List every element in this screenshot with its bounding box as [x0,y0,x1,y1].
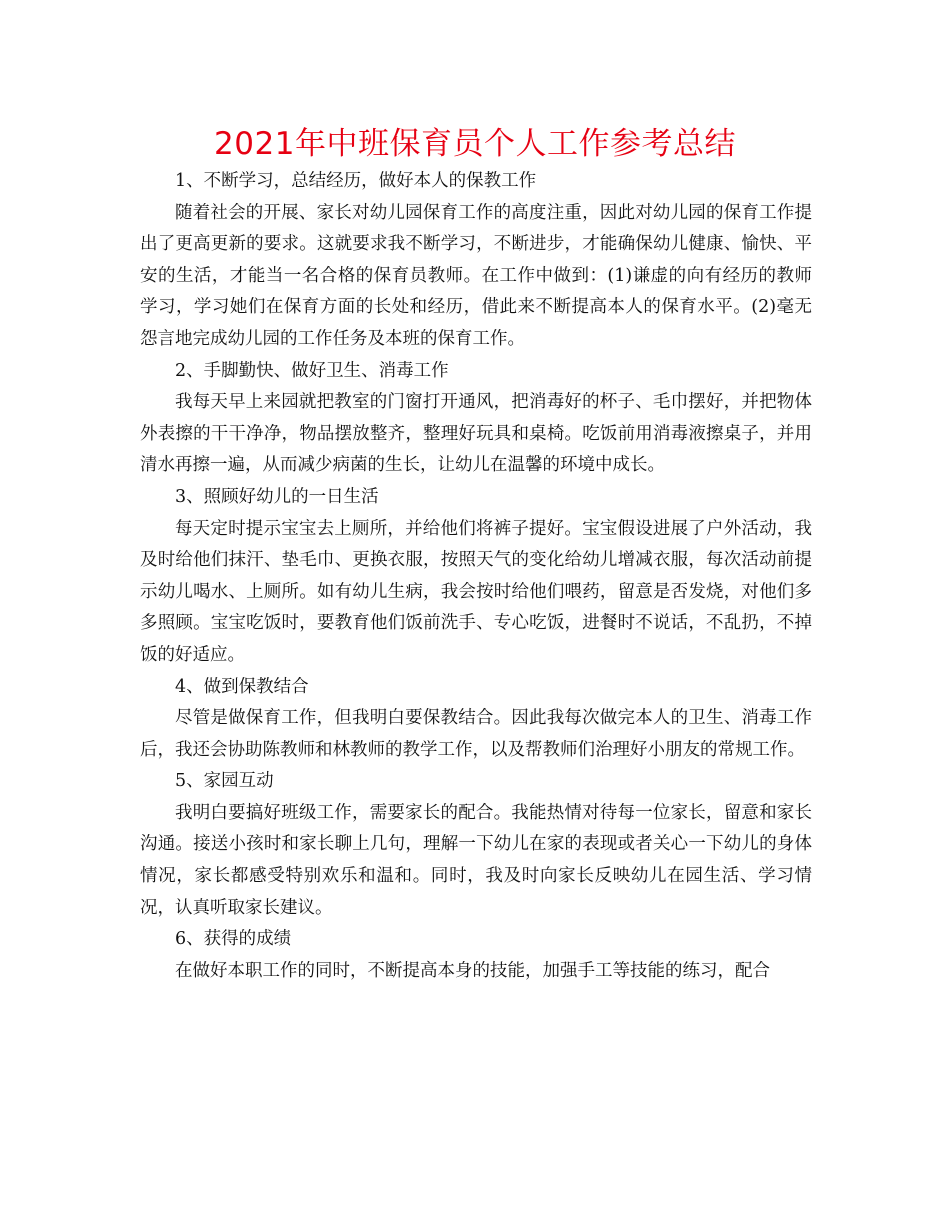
document-title: 2021年中班保育员个人工作参考总结 [214,126,736,162]
section-heading: 5、家园互动 [175,771,274,792]
body-paragraph: 我明白要搞好班级工作，需要家长的配合。我能热情对待每一位家长，留意和家长沟通。接送小孩时和家长聊上几句，理解一下幼儿在家的表现或者关心一下幼儿的身体情况，家长都感受特别欢乐和温和。同时，我及时向家长反映幼儿在园生活、学习情况，认真听取家长建议。 [140,802,812,918]
body-paragraph: 随着社会的开展、家长对幼儿园保育工作的高度注重，因此对幼儿园的保育工作提出了更高更新的要求。这就要求我不断学习，不断进步，才能确保幼儿健康、愉快、平安的生活，才能当一名合格的保育员教师。在工作中做到：(1)谦虚的向有经历的教师学习，学习她们在保育方面的长处和经历，借此来不断提高本人的保育水平。(2)毫无怨言地完成幼儿园的工作任务及本班的保育工作。 [140,202,812,349]
body-paragraph: 我每天早上来园就把教室的门窗打开通风，把消毒好的杯子、毛巾摆好，并把物体外表擦的干干净净，物品摆放整齐，整理好玩具和桌椅。吃饭前用消毒液擦桌子，并用清水再擦一遍，从而减少病菌的生长，让幼儿在温馨的环境中成长。 [140,392,812,476]
section-heading: 1、不断学习，总结经历，做好本人的保教工作 [175,171,537,191]
section-heading: 3、照顾好幼儿的一日生活 [175,486,379,507]
body-paragraph: 尽管是做保育工作，但我明白要保教结合。因此我每次做完本人的卫生、消毒工作后，我还会协助陈教师和林教师的教学工作，以及帮教师们治理好小朋友的常规工作。 [140,708,812,760]
body-paragraph: 每天定时提示宝宝去上厕所，并给他们将裤子提好。宝宝假设进展了户外活动，我及时给他们抹汗、垫毛巾、更换衣服，按照天气的变化给幼儿增减衣服，每次活动前提示幼儿喝水、上厕所。如有幼儿生病，我会按时给他们喂药，留意是否发烧，对他们多多照顾。宝宝吃饭时，要教育他们饭前洗手、专心吃饭，进餐时不说话，不乱扔，不掉饭的好适应。 [140,518,812,665]
section-heading: 4、做到保教结合 [175,676,309,697]
section-heading: 2、手脚勤快、做好卫生、消毒工作 [175,360,449,381]
document-body [140,166,812,987]
section-heading: 6、获得的成绩 [175,929,292,950]
body-paragraph: 在做好本职工作的同时，不断提高本身的技能，加强手工等技能的练习，配合 [175,960,770,981]
